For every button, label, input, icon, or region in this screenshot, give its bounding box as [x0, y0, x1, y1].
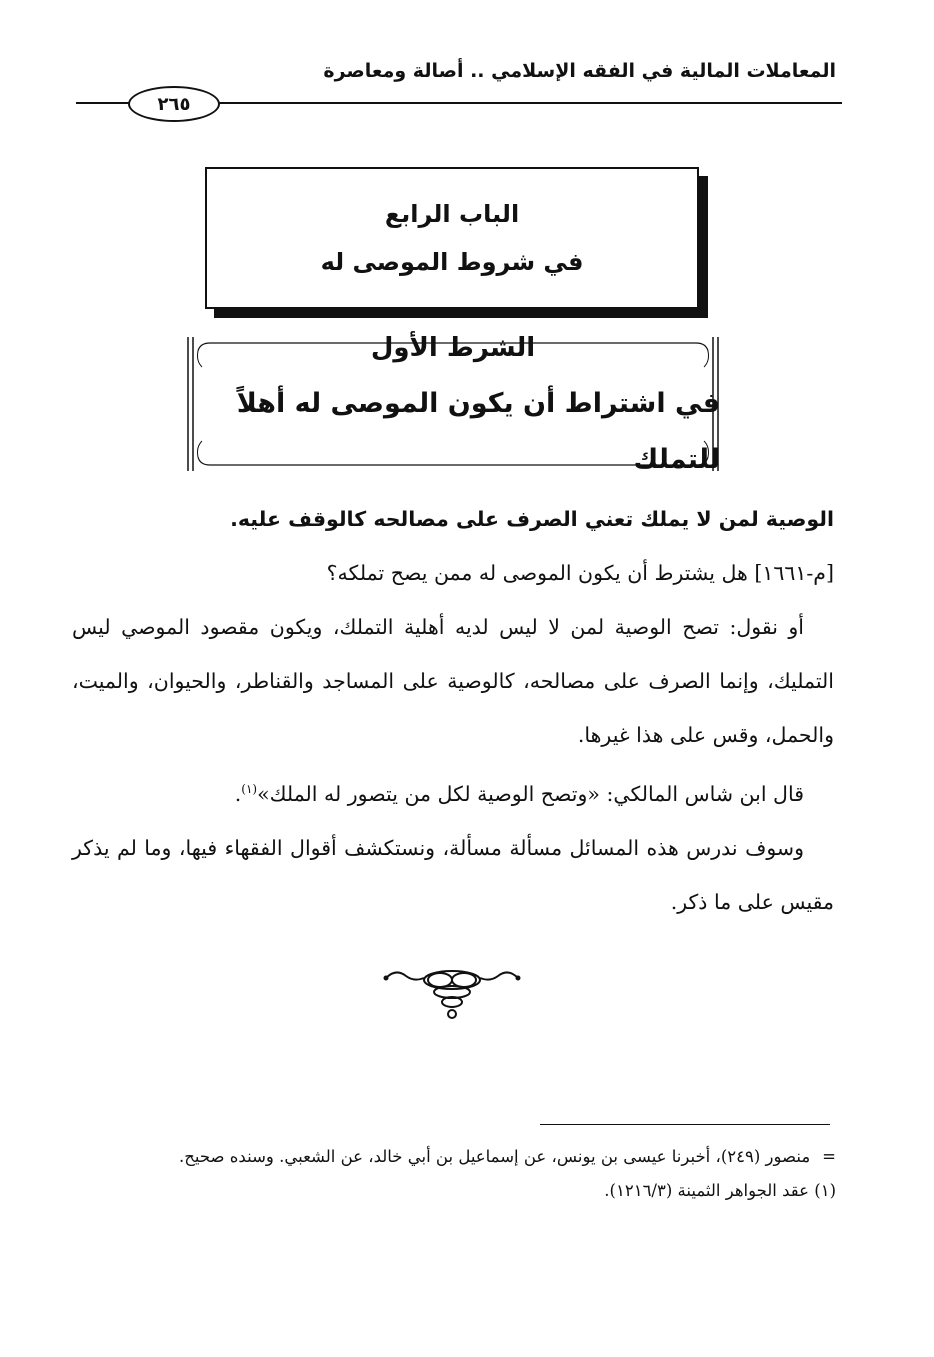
chapter-subtitle: في شروط الموصى له [320, 248, 584, 276]
footnote-continuation-text: منصور (٢٤٩)، أخبرنا عيسى بن يونس، عن إسماعيل بن أبي خالد، عن الشعبي. وسنده صحيح. [179, 1147, 811, 1166]
chapter-title: الباب الرابع [384, 200, 520, 228]
footnote-ref: (١) [241, 782, 258, 796]
condition-heading-frame [186, 333, 720, 475]
footnote-rule [540, 1124, 830, 1125]
footnotes [66, 1140, 836, 1208]
paragraph-quote [72, 762, 834, 821]
condition-title: الشرط الأول [370, 333, 536, 363]
paragraph-explanation: أو نقول: تصح الوصية لمن لا ليس لديه أهلية التملك، ويكون مقصود الموصي ليس التمليك، وإنما الصرف على مصالحه، كالوصية على المساجد والقناطر، والحيوان، والميت، والحمل، وقس على هذا غيرها. [72, 615, 834, 747]
footnote-1: (١) عقد الجواهر الثمينة (١٢١٦/٣). [604, 1181, 836, 1200]
condition-subtitle: في اشتراط أن يكون الموصى له أهلاً للتملك [236, 388, 720, 475]
main-text [72, 492, 834, 929]
issue-question: [م-١٦٦١] هل يشترط أن يكون الموصى له ممن يصح تملكه؟ [326, 561, 834, 585]
intro-paragraph: الوصية لمن لا يملك تعني الصرف على مصالحه كالوقف عليه. [230, 507, 834, 531]
running-title: المعاملات المالية في الفقه الإسلامي .. أصالة ومعاصرة [323, 60, 836, 82]
ornament-divider-icon [382, 962, 522, 1024]
quote-text: قال ابن شاس المالكي: «وتصح الوصية لكل من يتصور له الملك» [257, 781, 804, 806]
continuation-mark: = [822, 1147, 836, 1166]
quote-end: . [234, 781, 242, 806]
footnote-continuation [66, 1140, 836, 1174]
page-number: ٢٦٥ [128, 86, 220, 122]
paragraph-plan: وسوف ندرس هذه المسائل مسألة مسألة، ونستكشف أقوال الفقهاء فيها، وما لم يذكر مقيس على ما ذكر. [72, 835, 834, 914]
chapter-heading-box [205, 167, 699, 309]
